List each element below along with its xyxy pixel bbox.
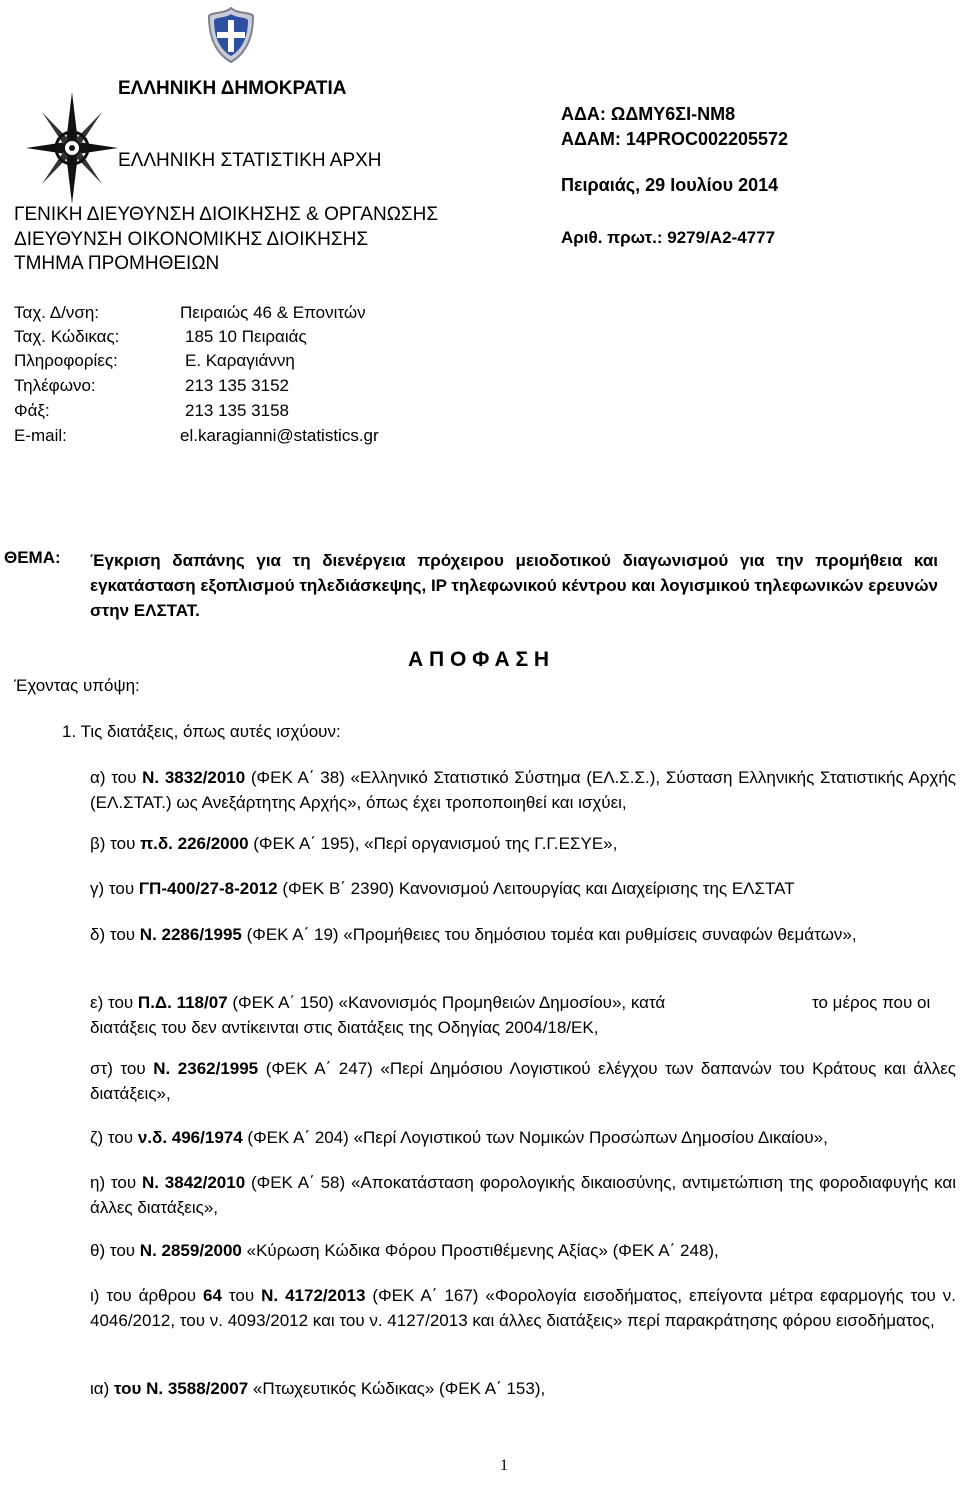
law-f: στ) του Ν. 2362/1995 (ΦΕΚ Α΄ 247) «Περί Δημόσιου Λογιστικού ελέγχου των δαπανών του Κράτους και άλλες διατάξεις», (90, 1059, 956, 1103)
law-d: δ) του Ν. 2286/1995 (ΦΕΚ Α΄ 19) «Προμήθειες του δημόσιου τομέα και ρυθμίσεις συναφών θεμάτων», (90, 925, 857, 944)
law-k: ια) του Ν. 3588/2007 «Πτωχευτικός Κώδικας» (ΦΕΚ Α΄ 153), (90, 1379, 546, 1398)
authority-title: ΕΛΛΗΝΙΚΗ ΣΤΑΤΙΣΤΙΚΗ ΑΡΧΗ (118, 150, 382, 171)
contact-block (14, 303, 514, 453)
adam-code: ΑΔΑΜ: 14PROC002205572 (561, 129, 789, 149)
greek-emblem-icon (203, 6, 259, 64)
law-a: α) του Ν. 3832/2010 (ΦΕΚ Α΄ 38) «Ελληνικό Στατιστικό Σύστημα (ΕΛ.Σ.Σ.), Σύσταση Ελληνικής Στατιστικής Αρχής (ΕΛ.ΣΤΑΤ.) ως Ανεξάρτητης Αρχής», όπως έχει τροποποιηθεί και ισχύει, (90, 768, 956, 812)
law-e: ε) του Π.Δ. 118/07 (ΦΕΚ Α΄ 150) «Κανονισμός Προμηθειών Δημοσίου», κατά το μέρος που οι διατάξεις του δεν αντίκεινται στις διατάξεις της Οδηγίας 2004/18/ΕΚ, (90, 993, 931, 1037)
subject-label: ΘΕΜΑ: (4, 548, 61, 567)
contact-label: Φάξ: (14, 401, 50, 420)
subject-text: Έγκριση δαπάνης για τη διενέργεια πρόχειρου μειοδοτικού διαγωνισμού για την προμήθεια και εγκατάσταση εξοπλισμού τηλεδιάσκεψης, IP τηλεφωνικού κέντρου και λογισμικού τηλεφωνικών ερευνών στην ΕΛΣΤΑΤ. (90, 551, 939, 620)
considering-label: Έχοντας υπόψη: (14, 676, 140, 695)
contact-value: Ε. Καραγιάννη (185, 351, 295, 370)
law-h: η) του Ν. 3842/2010 (ΦΕΚ Α΄ 58) «Αποκατάσταση φορολογικής δικαιοσύνης, αντιμετώπιση της φοροδιαφυγής και άλλες διατάξεις», (90, 1173, 956, 1217)
decision-title: Α Π Ο Φ Α Σ Η (408, 648, 550, 671)
directorate-general: ΓΕΝΙΚΗ ΔΙΕΥΘΥΝΣΗ ΔΙΟΙΚΗΣΗΣ & ΟΡΓΑΝΩΣΗΣ (14, 204, 439, 225)
contact-label: Ταχ. Κώδικας: (14, 327, 120, 346)
contact-label: E-mail: (14, 426, 67, 445)
law-j: ι) του άρθρου 64 του Ν. 4172/2013 (ΦΕΚ Α΄ 167) «Φορολογία εισοδήματος, επείγοντα μέτρα εφαρμογής του ν. 4046/2012, του ν. 4093/2012 και του ν. 4127/2013 και άλλες διατάξεις» περί παρακράτησης φόρου εισοδήματος, (90, 1286, 956, 1330)
law-b: β) του π.δ. 226/2000 (ΦΕΚ Α΄ 195), «Περί οργανισμού της Γ.Γ.ΕΣΥΕ», (90, 834, 618, 853)
contact-label: Πληροφορίες: (14, 351, 118, 370)
law-i: θ) του Ν. 2859/2000 «Κύρωση Κώδικα Φόρου Προστιθέμενης Αξίας» (ΦΕΚ Α΄ 248), (90, 1241, 719, 1260)
contact-label: Ταχ. Δ/νση: (14, 303, 100, 322)
contact-value: 213 135 3158 (185, 401, 289, 420)
place-date: Πειραιάς, 29 Ιουλίου 2014 (561, 175, 779, 195)
protocol-number: Αριθ. πρωτ.: 9279/Α2-4777 (561, 228, 776, 247)
page-number: 1 (500, 1457, 508, 1474)
law-g: ζ) του ν.δ. 496/1974 (ΦΕΚ Α΄ 204) «Περί Λογιστικού των Νομικών Προσώπων Δημοσίου Δικαίου», (90, 1128, 828, 1147)
contact-value[interactable]: el.karagianni@statistics.gr (180, 426, 379, 445)
law-c: γ) του ΓΠ-400/27-8-2012 (ΦΕΚ Β΄ 2390) Κανονισμού Λειτουργίας και Διαχείρισης της ΕΛΣΤΑΤ (90, 879, 795, 898)
republic-title: ΕΛΛΗΝΙΚΗ ΔΗΜΟΚΡΑΤΙΑ (118, 78, 347, 99)
contact-value: Πειραιώς 46 & Επονιτών (180, 303, 366, 322)
ada-code: ΑΔΑ: ΩΔΜΥ6ΣΙ-ΝΜ8 (561, 104, 736, 124)
department: ΤΜΗΜΑ ΠΡΟΜΗΘΕΙΩΝ (14, 253, 220, 274)
contact-label: Τηλέφωνο: (14, 376, 96, 395)
contact-value: 185 10 Πειραιάς (185, 327, 307, 346)
directorate: ΔΙΕΥΘΥΝΣΗ ΟΙΚΟΝΟΜΙΚΗΣ ΔΙΟΙΚΗΣΗΣ (14, 229, 369, 250)
compass-star-logo-icon (24, 92, 120, 204)
contact-value: 213 135 3152 (185, 376, 289, 395)
item-1: 1. Τις διατάξεις, όπως αυτές ισχύουν: (62, 722, 341, 741)
